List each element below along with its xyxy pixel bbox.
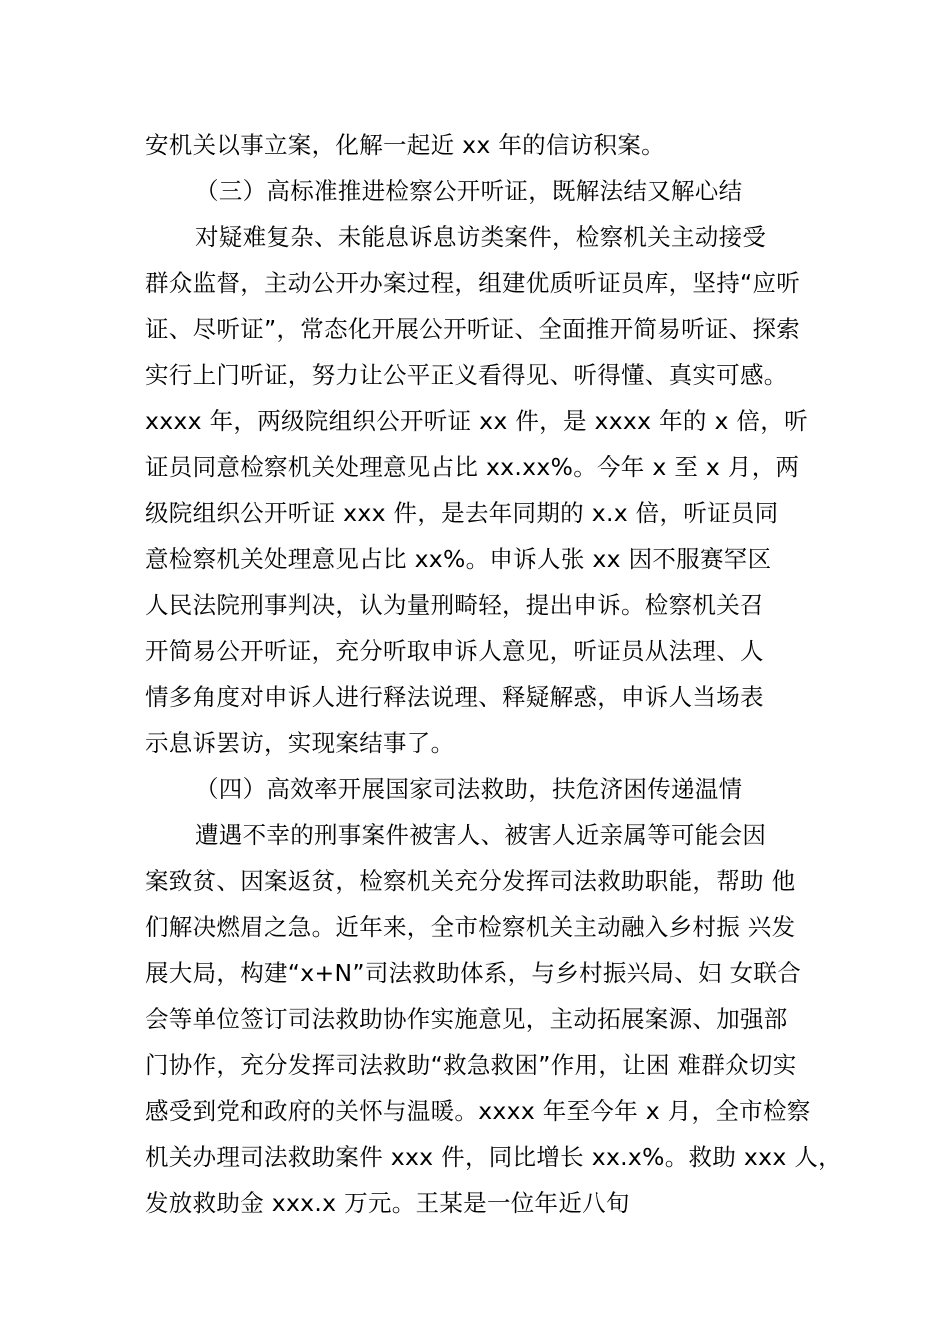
text-line: 们解决燃眉之急。近年来，全市检察机关主动融入乡村振 兴发 bbox=[145, 913, 796, 941]
text-line: 机关办理司法救助案件 xxx 件，同比增长 xx.x%。救助 xxx 人， bbox=[145, 1143, 842, 1171]
text-line: 开简易公开听证，充分听取申诉人意见，听证员从法理、人 bbox=[145, 637, 764, 665]
section-heading-4: （四）高效率开展国家司法救助，扶危济困传递温情 bbox=[195, 775, 743, 803]
paragraph-first-line: 遭遇不幸的刑事案件被害人、被害人近亲属等可能会因 bbox=[195, 821, 767, 849]
text-line: 意检察机关处理意见占比 xx%。申诉人张 xx 因不服赛罕区 bbox=[145, 545, 772, 573]
text-line: xxxx 年，两级院组织公开听证 xx 件，是 xxxx 年的 x 倍，听 bbox=[145, 407, 808, 435]
text-line: 安机关以事立案，化解一起近 xx 年的信访积案。 bbox=[145, 131, 665, 159]
text-line: 证员同意检察机关处理意见占比 xx.xx%。今年 x 至 x 月，两 bbox=[145, 453, 800, 481]
text-line: 情多角度对申诉人进行释法说理、释疑解惑，申诉人当场表 bbox=[145, 683, 764, 711]
text-line: 级院组织公开听证 xxx 件，是去年同期的 x.x 倍，听证员同 bbox=[145, 499, 779, 527]
text-line: 感受到党和政府的关怀与温暖。xxxx 年至今年 x 月，全市检察 bbox=[145, 1097, 811, 1125]
text-line: 群众监督，主动公开办案过程，组建优质听证员库，坚持“应听 bbox=[145, 269, 801, 297]
text-line: 实行上门听证，努力让公平正义看得见、听得懂、真实可感。 bbox=[145, 361, 788, 389]
paragraph-first-line: 对疑难复杂、未能息诉息访类案件，检察机关主动接受 bbox=[195, 223, 767, 251]
text-line: 案致贫、因案返贫，检察机关充分发挥司法救助职能，帮助 他 bbox=[145, 867, 796, 895]
text-line: 门协作，充分发挥司法救助“救急救困”作用，让困 难群众切实 bbox=[145, 1051, 797, 1079]
section-heading-3: （三）高标准推进检察公开听证，既解法结又解心结 bbox=[195, 177, 743, 205]
text-line: 展大局，构建“x+N”司法救助体系，与乡村振兴局、妇 女联合 bbox=[145, 959, 801, 987]
text-line: 人民法院刑事判决，认为量刑畸轻，提出申诉。检察机关召 bbox=[145, 591, 764, 619]
text-line: 示息诉罢访，实现案结事了。 bbox=[145, 729, 455, 757]
text-line: 会等单位签订司法救助协作实施意见，主动拓展案源、加强部 bbox=[145, 1005, 788, 1033]
text-line: 发放救助金 xxx.x 万元。王某是一位年近八旬 bbox=[145, 1189, 630, 1217]
text-line: 证、尽听证”，常态化开展公开听证、全面推开简易听证、探索 bbox=[145, 315, 801, 343]
